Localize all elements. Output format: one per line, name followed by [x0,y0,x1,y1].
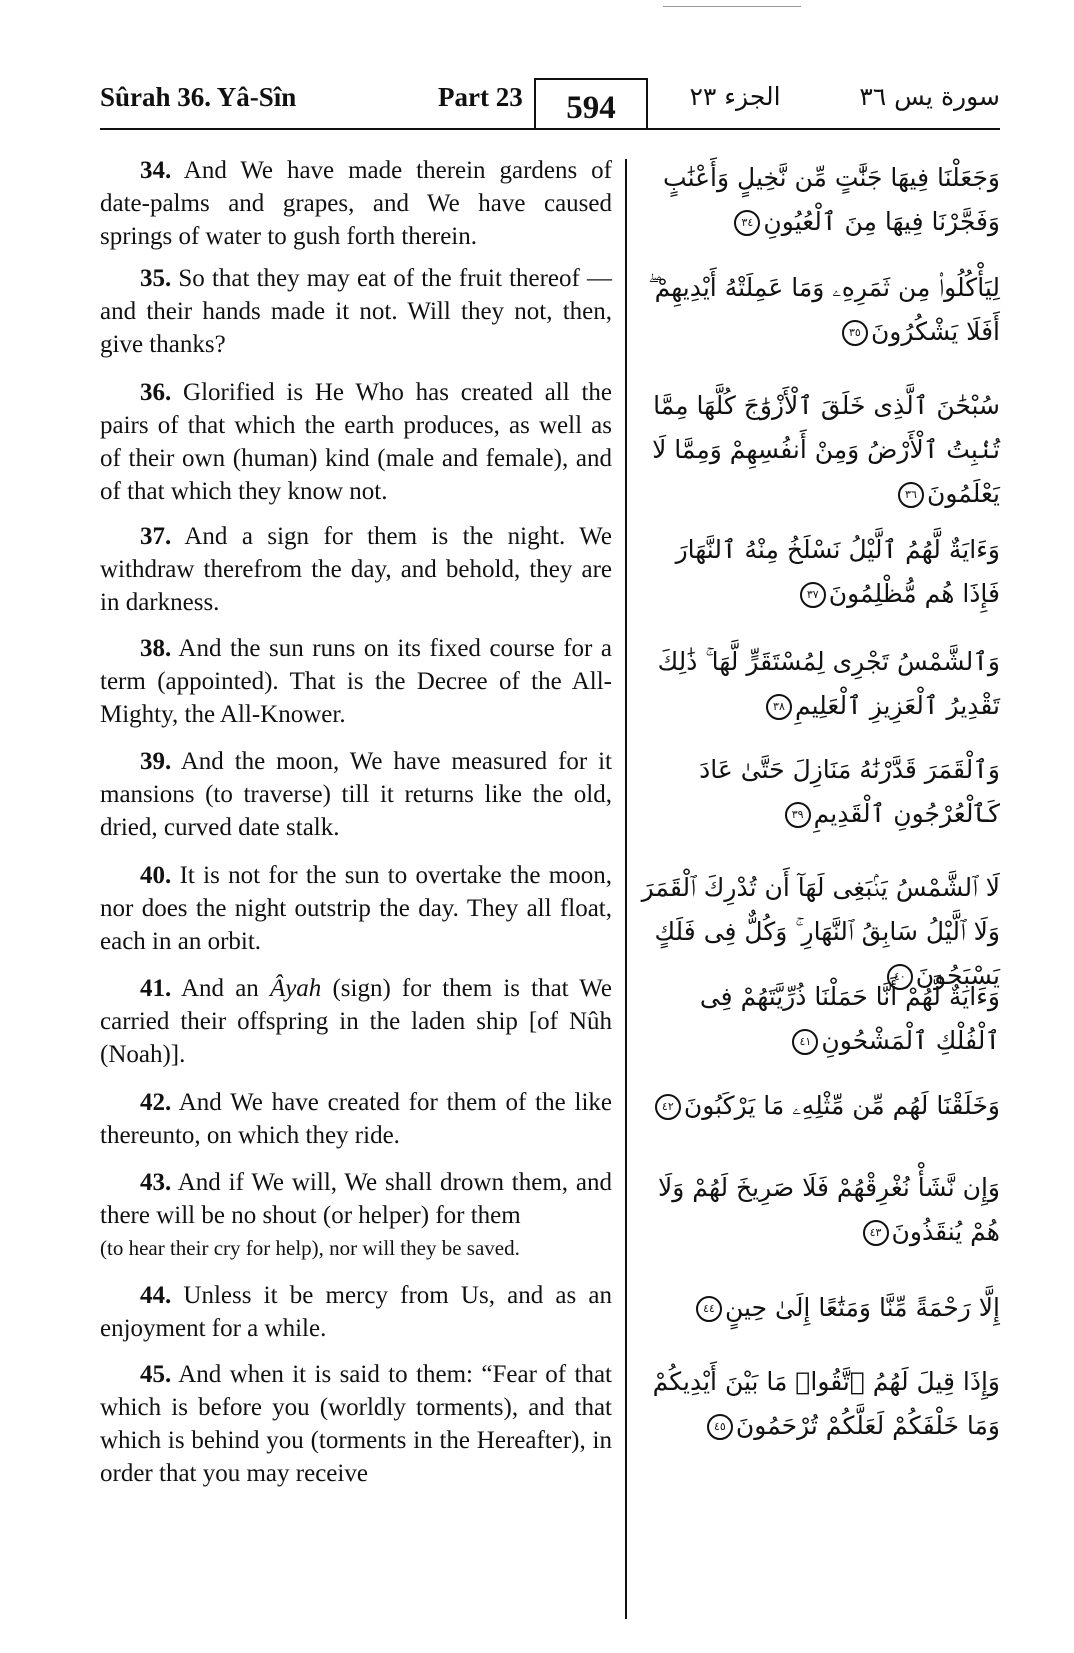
verse-number: 39. [140,748,172,775]
verse-text: So that they may eat of the fruit thereof — and their hands made it not. Will they not, then, give thanks? [100,265,612,358]
verse-translation [100,262,612,361]
verse-number: 34. [140,157,172,184]
verse-end-marker: ٣٨ [766,694,792,720]
verse-translation [100,1279,612,1345]
verse-text: And We have made therein gardens of date-palms and grapes, and We have caused springs of water to gush forth therein. [100,157,612,250]
page-number: 594 [566,90,616,126]
verse-end-marker: ٣٦ [898,482,924,508]
arabic-text: وَإِذَا قِيلَ لَهُمُ ٱتَّقُوا۟ مَا بَيْنَ أَيْدِيكُمْ وَمَا خَلْفَكُمْ لَعَلَّكُمْ تُرْحَمُونَ [652,1367,1000,1440]
part-label-english: Part 23 [438,82,523,112]
verse-text: And We have created for them of the like thereunto, on which they ride. [100,1089,612,1149]
arabic-text: وَءَايَةٌ لَّهُمْ أَنَّا حَمَلْنَا ذُرِّيَّتَهُمْ فِى ٱلْفُلْكِ ٱلْمَشْحُونِ [699,982,1000,1055]
verse-end-marker: ٣٧ [800,582,826,608]
surah-title-english: Sûrah 36. Yâ-Sîn [100,82,297,112]
part-label-arabic: الجزء ٢٣ [689,82,781,111]
verse-translation [100,1086,612,1152]
verse-end-marker: ٣٩ [785,802,811,828]
verse-translation [100,154,612,253]
verse-end-marker: ٤٤ [696,1296,722,1322]
verse-end-marker: ٤٢ [655,1094,681,1120]
verse-number: 38. [140,635,172,662]
verse-text-small: (to hear their cry for help), nor will they be saved. [100,1236,520,1260]
verse-number: 42. [140,1089,172,1116]
verse-text: And the sun runs on its fixed course for a term (appointed). That is the Decree of the All-Mighty, the All-Knower. [100,635,612,728]
verse-arabic [638,156,1000,244]
verse-arabic [638,1166,1000,1254]
verse-end-marker: ٣٥ [842,320,868,346]
verse-number: 36. [140,379,172,406]
verse-text: And a sign for them is the night. We withdraw therefrom the day, and behold, they are in darkness. [100,523,612,616]
verse-arabic [638,975,1000,1063]
verse-text: It is not for the sun to overtake the moon, nor does the night outstrip the day. They all float, each in an orbit. [100,862,612,955]
verse-end-marker: ٣٤ [734,210,760,236]
verse-arabic [638,1084,1000,1128]
header-rule [100,128,1000,130]
page-number-box [534,78,648,130]
verse-translation [100,972,612,1071]
verse-number: 41. [140,975,172,1002]
verse-text: And when it is said to them: “Fear of that which is before you (worldly torments), and that which is behind you (torments in the Hereafter), in order that you may receive [100,1361,612,1487]
verse-arabic [638,528,1000,616]
top-rule [663,6,801,7]
verse-end-marker: ٤٠ [887,964,913,990]
verse-end-marker: ٤١ [792,1029,818,1055]
verse-number: 37. [140,523,172,550]
arabic-text: وَخَلَقْنَا لَهُم مِّن مِّثْلِهِۦ مَا يَرْكَبُونَ [683,1091,1000,1120]
arabic-text: سُبْحَٰنَ ٱلَّذِى خَلَقَ ٱلْأَزْوَٰجَ كُلَّهَا مِمَّا تُنۢبِتُ ٱلْأَرْضُ وَمِنْ أَنفُسِهِمْ وَمِمَّا لَا يَعْلَمُونَ [652,391,1000,508]
arabic-text: لَا ٱلشَّمْسُ يَنۢبَغِى لَهَآ أَن تُدْرِكَ ٱلْقَمَرَ وَلَا ٱلَّيْلُ سَابِقُ ٱلنَّهَارِ ۚ وَكُلٌّ فِى فَلَكٍ يَسْبَحُونَ [641,873,1000,990]
verse-arabic [638,640,1000,728]
arabic-text: وَٱلشَّمْسُ تَجْرِى لِمُسْتَقَرٍّ لَّهَا ۚ ذَٰلِكَ تَقْدِيرُ ٱلْعَزِيزِ ٱلْعَلِيمِ [657,647,1000,720]
verse-number: 44. [140,1282,172,1309]
verse-translation [100,632,612,731]
verse-number: 40. [140,862,172,889]
verse-end-marker: ٤٥ [707,1414,733,1440]
verse-text-italic: Âyah [269,975,322,1002]
verse-text: (sign) for them is that We carried their offspring in the laden ship [of Nûh (Noah)]. [100,975,612,1068]
verse-arabic [638,384,1000,516]
verse-arabic [638,1360,1000,1448]
arabic-text: وَجَعَلْنَا فِيهَا جَنَّٰتٍ مِّن نَّخِيلٍ وَأَعْنَٰبٍ وَفَجَّرْنَا فِيهَا مِنَ ٱلْعُيُونِ [663,163,1000,236]
arabic-text: وَإِن نَّشَأْ نُغْرِقْهُمْ فَلَا صَرِيخَ لَهُمْ وَلَا هُمْ يُنقَذُونَ [658,1173,1000,1246]
verse-text: Glorified is He Who has created all the pairs of that which the earth produces, as well as of their own (human) kind (male and female), and of that which they know not. [100,379,612,505]
column-divider [625,159,627,1619]
page-header [100,76,1000,130]
verse-text: And if We will, We shall drown them, and there will be no shout (or helper) for them [100,1169,612,1229]
verse-text: Unless it be mercy from Us, and as an enjoyment for a while. [100,1282,612,1342]
verse-translation [100,376,612,508]
arabic-text: لِيَأْكُلُوا۟ مِن ثَمَرِهِۦ وَمَا عَمِلَتْهُ أَيْدِيهِمْ ۖ أَفَلَا يَشْكُرُونَ [648,273,1000,346]
verse-translation [100,1358,612,1490]
verse-text: And an [171,975,270,1002]
verse-end-marker: ٤٣ [863,1220,889,1246]
verse-number: 35. [140,265,172,292]
verse-number: 45. [140,1361,172,1388]
verse-arabic [638,266,1000,354]
verse-arabic [638,1286,1000,1330]
arabic-text: وَءَايَةٌ لَّهُمُ ٱلَّيْلُ نَسْلَخُ مِنْهُ ٱلنَّهَارَ فَإِذَا هُم مُّظْلِمُونَ [675,535,1000,608]
verse-translation [100,745,612,844]
verse-translation [100,859,612,958]
verse-arabic [638,748,1000,836]
arabic-text: وَٱلْقَمَرَ قَدَّرْنَٰهُ مَنَازِلَ حَتَّىٰ عَادَ كَٱلْعُرْجُونِ ٱلْقَدِيمِ [699,755,1000,828]
verse-text: And the moon, We have measured for it mansions (to traverse) till it returns like the old, dried, curved date stalk. [100,748,612,841]
verse-number: 43. [140,1169,172,1196]
verse-translation [100,520,612,619]
verse-translation [100,1166,612,1265]
arabic-text: إِلَّا رَحْمَةً مِّنَّا وَمَتَٰعًا إِلَىٰ حِينٍ [725,1293,1000,1322]
surah-title-arabic: سورة يس ٣٦ [859,82,1000,111]
